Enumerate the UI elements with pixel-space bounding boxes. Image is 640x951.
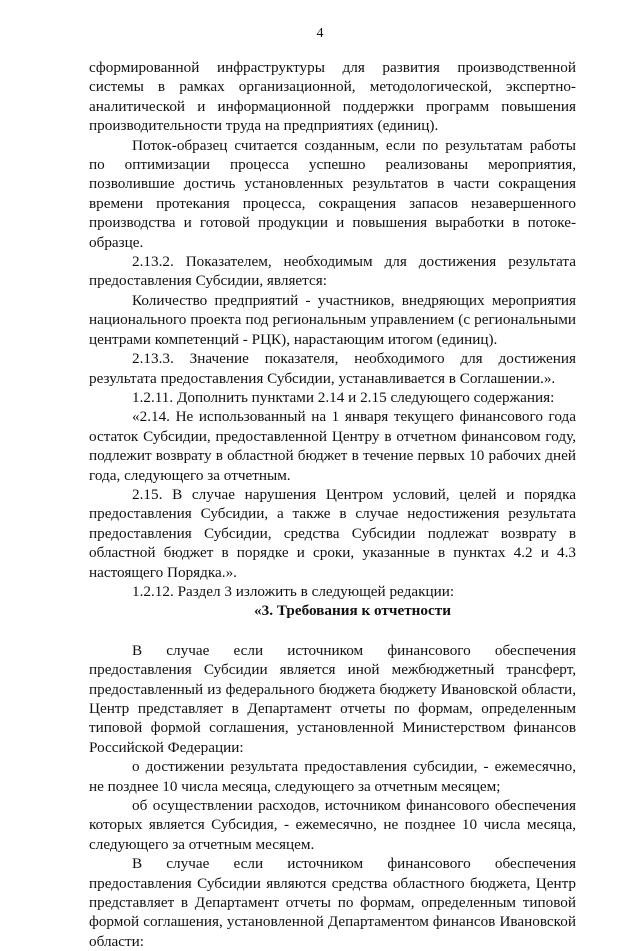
paragraph: Количество предприятий - участников, внедряющих мероприятия национального проекта под региональным управлением (с региональными центрами компетенций - РЦК), нарастающим итогом (единиц). [89, 291, 576, 348]
paragraph: сформированной инфраструктуры для развития производственной системы в рамках организационной, методологической, экспертно-аналитической и информационной поддержки программ повышения производительности труда на предприятиях (единиц). [89, 59, 576, 135]
spacer [89, 621, 576, 641]
paragraph: 1.2.11. Дополнить пунктами 2.14 и 2.15 следующего содержания: [132, 388, 555, 406]
paragraph: В случае если источником финансового обеспечения предоставления Субсидии является иной межбюджетный трансферт, предоставленный из федерального бюджета бюджету Ивановской области, Центр представляет в Департамент отчеты по формам, определенным типовой формой соглашения, установленной Министерством финансов Российской Федерации: [89, 641, 576, 756]
page-number: 4 [316, 26, 324, 41]
paragraph: об осуществлении расходов, источником финансового обеспечения которых является Субсидия, - ежемесячно, не позднее 10 числа месяца, следующего за отчетным месяцем. [89, 797, 576, 853]
paragraphs-before [89, 58, 576, 601]
section-heading: «3. Требования к отчетности [254, 602, 451, 620]
document-body [89, 58, 576, 951]
paragraph: 1.2.12. Раздел 3 изложить в следующей редакции: [132, 582, 455, 600]
paragraph: «2.14. Не использованный на 1 января текущего финансового года остаток Субсидии, предоставленной Центру в отчетном финансовом году, подлежит возврату в областной бюджет в течение первых 10 рабочих дней года, следующего за отчетным. [89, 408, 576, 484]
paragraphs-after [89, 641, 576, 951]
paragraph: 2.15. В случае нарушения Центром условий, целей и порядка предоставления Субсидии, а также в случае недостижения результата предоставления Субсидии, средства Субсидии подлежат возврату в областной бюджет в порядке и сроки, указанные в пунктах 4.2 и 4.3 настоящего Порядка.». [89, 485, 576, 581]
paragraph: 2.13.2. Показателем, необходимым для достижения результата предоставления Субсидии, является: [89, 253, 576, 290]
paragraph: о достижении результата предоставления субсидии, - ежемесячно, не позднее 10 числа месяца, следующего за отчетным месяцем; [89, 758, 576, 795]
paragraph: Поток-образец считается созданным, если по результатам работы по оптимизации процесса успешно реализованы мероприятия, позволившие достичь установленных результатов в части сокращения времени протекания процесса, сокращения запасов незавершенного производства и готовой продукции и повышения выработки в потоке-образце. [89, 136, 576, 251]
paragraph: 2.13.3. Значение показателя, необходимого для достижения результата предоставления Субсидии, устанавливается в Соглашении.». [89, 350, 576, 387]
paragraph: В случае если источником финансового обеспечения предоставления Субсидии являются средства областного бюджета, Центр представляет в Департамент отчеты по формам, определенным типовой формой соглашения, установленной Департаментом финансов Ивановской области: [89, 855, 576, 950]
